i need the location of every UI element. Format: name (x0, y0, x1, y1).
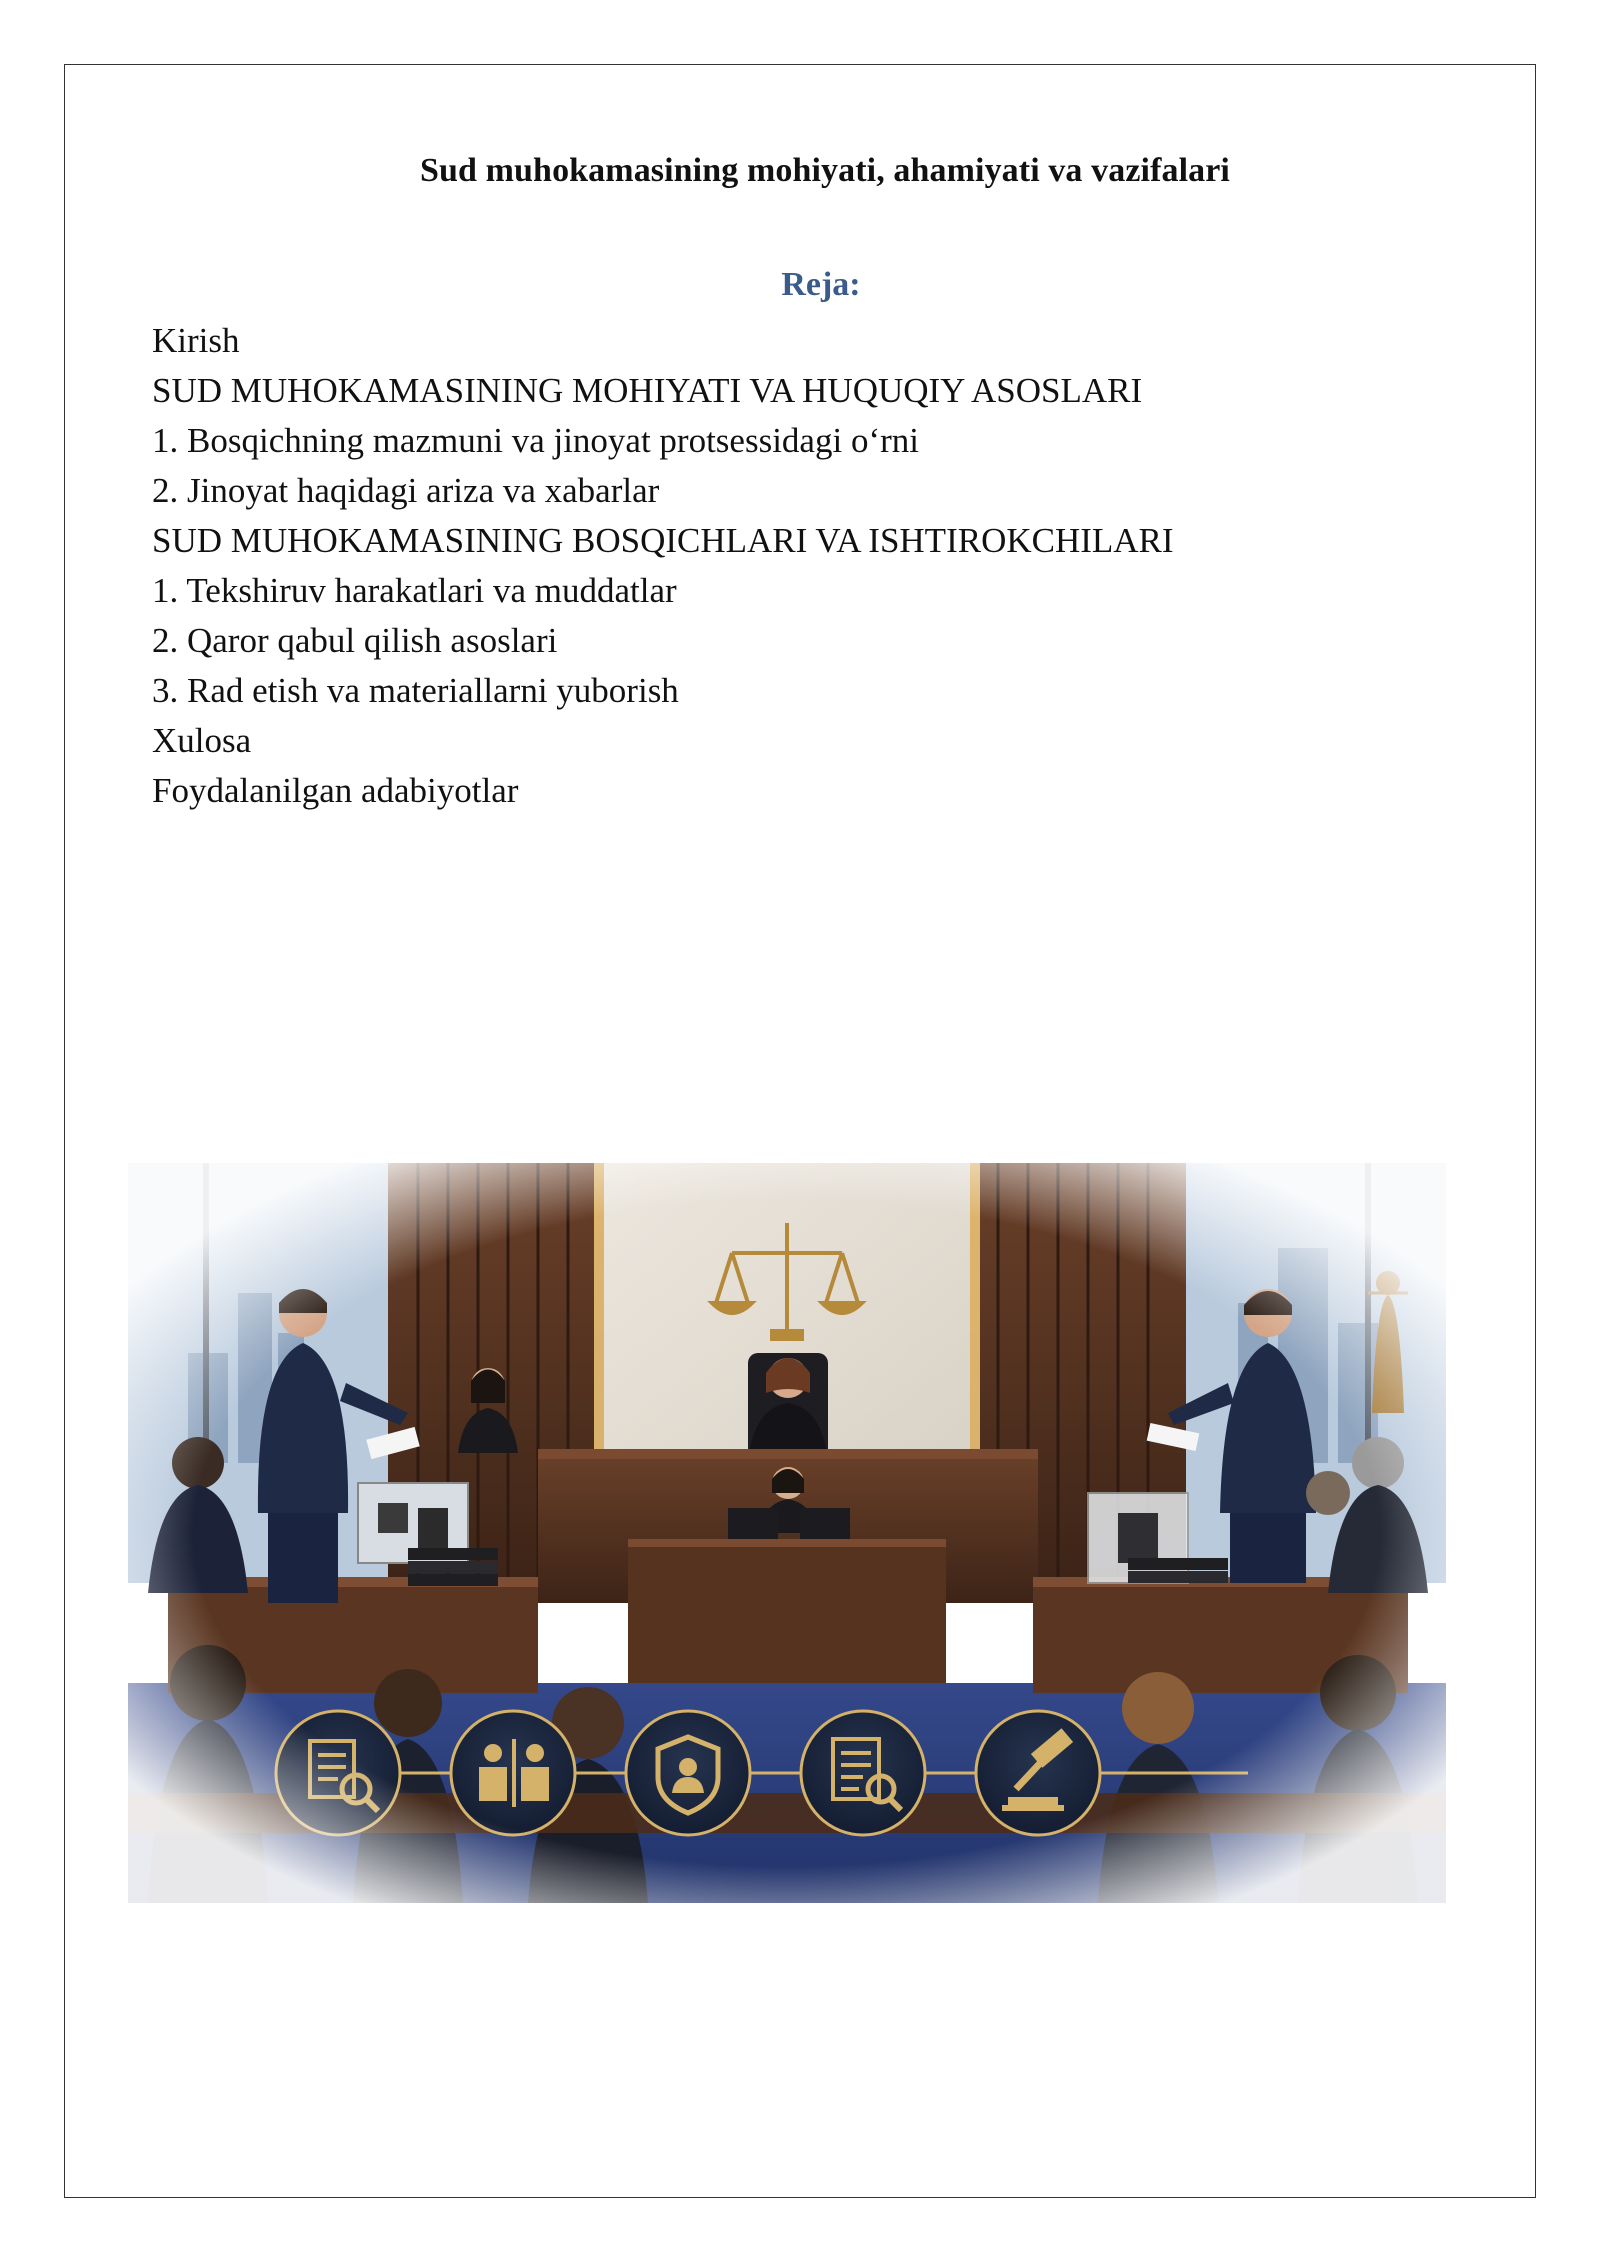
courtroom-illustration (128, 1163, 1446, 1903)
toc-item-references: Foydalanilgan adabiyotlar (152, 771, 519, 810)
toc-section-1-heading: SUD MUHOKAMASINING MOHIYATI VA HUQUQIY ASOSLARI (152, 371, 1143, 410)
toc-item-1-2: 2. Jinoyat haqidagi ariza va xabarlar (152, 471, 660, 510)
edge-vignette (128, 1163, 1446, 1903)
toc-item-2-3: 3. Rad etish va materiallarni yuborish (152, 671, 679, 710)
toc-item-intro: Kirish (152, 321, 240, 360)
toc-item-2-2: 2. Qaror qabul qilish asoslari (152, 621, 558, 660)
toc-item-conclusion: Xulosa (152, 721, 252, 760)
courtroom-scene (128, 1163, 1446, 1903)
toc-item-1-1: 1. Bosqichning mazmuni va jinoyat protsessidagi o‘rni (152, 421, 919, 460)
toc-item-2-1: 1. Tekshiruv harakatlari va muddatlar (152, 571, 677, 610)
plan-heading: Reja: (781, 266, 861, 303)
table-of-contents (152, 316, 1174, 816)
toc-section-2-heading: SUD MUHOKAMASINING BOSQICHLARI VA ISHTIROKCHILARI (152, 521, 1174, 560)
document-title: Sud muhokamasining mohiyati, ahamiyati va vazifalari (420, 152, 1230, 189)
